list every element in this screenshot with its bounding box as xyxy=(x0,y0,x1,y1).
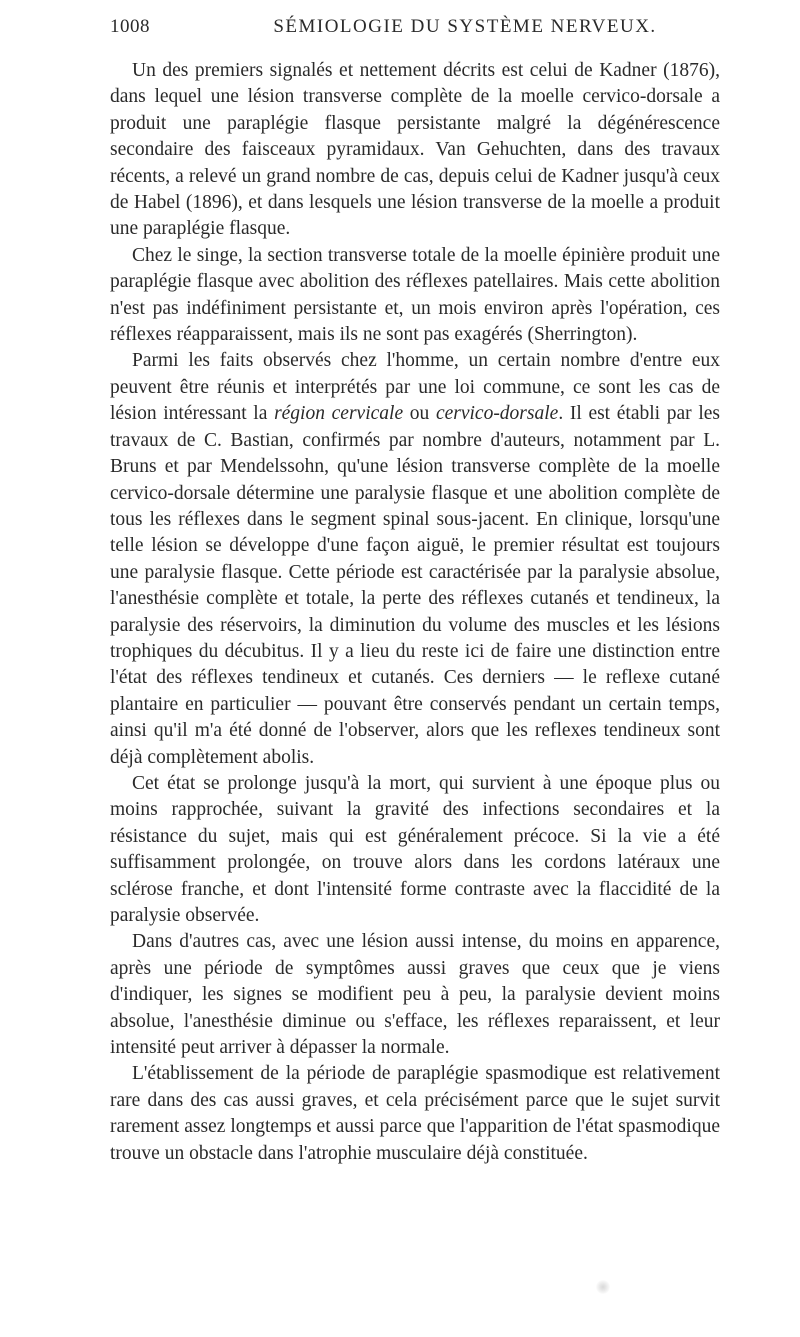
italic-text: région cervicale xyxy=(274,403,404,425)
paragraph xyxy=(110,243,720,349)
paragraph xyxy=(110,348,720,771)
text-run: Dans d'autres cas, avec une lésion aussi intense, du moins en apparence, après une période de symptômes aussi graves que ceux que je viens d'indiquer, les signes se modifient peu à peu, la paralysie devient moins absolue, l'anesthésie diminue ou s'efface, les réflexes reparaissent, et leur intensité peut arriver à dépasser la normale. xyxy=(110,931,720,1059)
paragraph xyxy=(110,1061,720,1167)
page-header xyxy=(110,12,720,44)
text-run: Chez le singe, la section transverse totale de la moelle épinière produit une paraplégie flasque avec abolition des réflexes patellaires. Mais cette abolition n'est pas indéfiniment persistante et, un mois environ après l'opération, ces réflexes réapparaissent, mais ils ne sont pas exagérés (Sherrington). xyxy=(110,244,720,346)
text-run: Un des premiers signalés et nettement décrits est celui de Kadner (1876), dans lequel une lésion transverse complète de la moelle cervico-dorsale a produit une paraplégie flasque persistante malgré la dégénérescence secondaire des faisceaux pyramidaux. Van Gehuchten, dans des travaux récents, a relevé un grand nombre de cas, depuis celui de Kadner jusqu'à ceux de Habel (1896), et dans lesquels une lésion transverse de la moelle a produit une paraplégie flasque. xyxy=(110,60,720,240)
paragraph xyxy=(110,58,720,243)
paragraph xyxy=(110,771,720,929)
text-run: L'établissement de la période de paraplégie spasmodique est relativement rare dans des cas aussi graves, et cela précisément parce que le sujet survit rarement assez longtemps et aussi parce que l'apparition de l'état spasmodique trouve un obstacle dans l'atrophie musculaire déjà constituée. xyxy=(110,1063,720,1164)
paper-smudge xyxy=(596,1280,610,1294)
text-run: ou xyxy=(403,403,436,425)
text-run: Cet état se prolonge jusqu'à la mort, qui survient à une époque plus ou moins rapprochée, suivant la gravité des infections secondaires et la résistance du sujet, mais qui est généralement précoce. Si la vie a été suffisamment prolongée, on trouve alors dans les cordons latéraux une sclérose franche, et dont l'intensité forme contraste avec la flaccidité de la paralysie observée. xyxy=(110,772,720,926)
running-head: SÉMIOLOGIE DU SYSTÈME NERVEUX. xyxy=(273,16,657,37)
text-run: Parmi les faits observés chez l'homme, un certain nombre d'entre eux peuvent être réunis et interprétés par une loi commune, ce sont les cas de lésion intéressant la xyxy=(110,350,720,425)
italic-text: cervico-dorsale xyxy=(435,403,559,425)
paragraph xyxy=(110,929,720,1061)
text-run: . Il est établi par les travaux de C. Bastian, confirmés par nombre d'auteurs, notamment par L. Bruns et par Mendelssohn, qu'une lésion transverse complète de la moelle cervico-dorsale détermine une paralysie flasque et une abolition complète de tous les réflexes dans le segment spinal sous-jacent. En clinique, lorsqu'une telle lésion se développe d'une façon aiguë, le premier résultat est toujours une paralysie flasque. Cette période est caractérisée par la paralysie absolue, l'anesthésie complète et totale, la perte des réflexes cutanés et tendineux, la paralysie des réservoirs, la diminution du volume des muscles et les lésions trophiques du décubitus. Il y a lieu du reste ici de faire une distinction entre l'état des réflexes tendineux et cutanés. Ces derniers — le reflexe cutané plantaire en particulier — pouvant être conservés pendant un certain temps, ainsi qu'il m'a été donné de l'observer, alors que les reflexes tendineux sont déjà complètement abolis. xyxy=(110,403,720,768)
page-number: 1008 xyxy=(110,16,150,37)
body-text xyxy=(110,58,720,1167)
